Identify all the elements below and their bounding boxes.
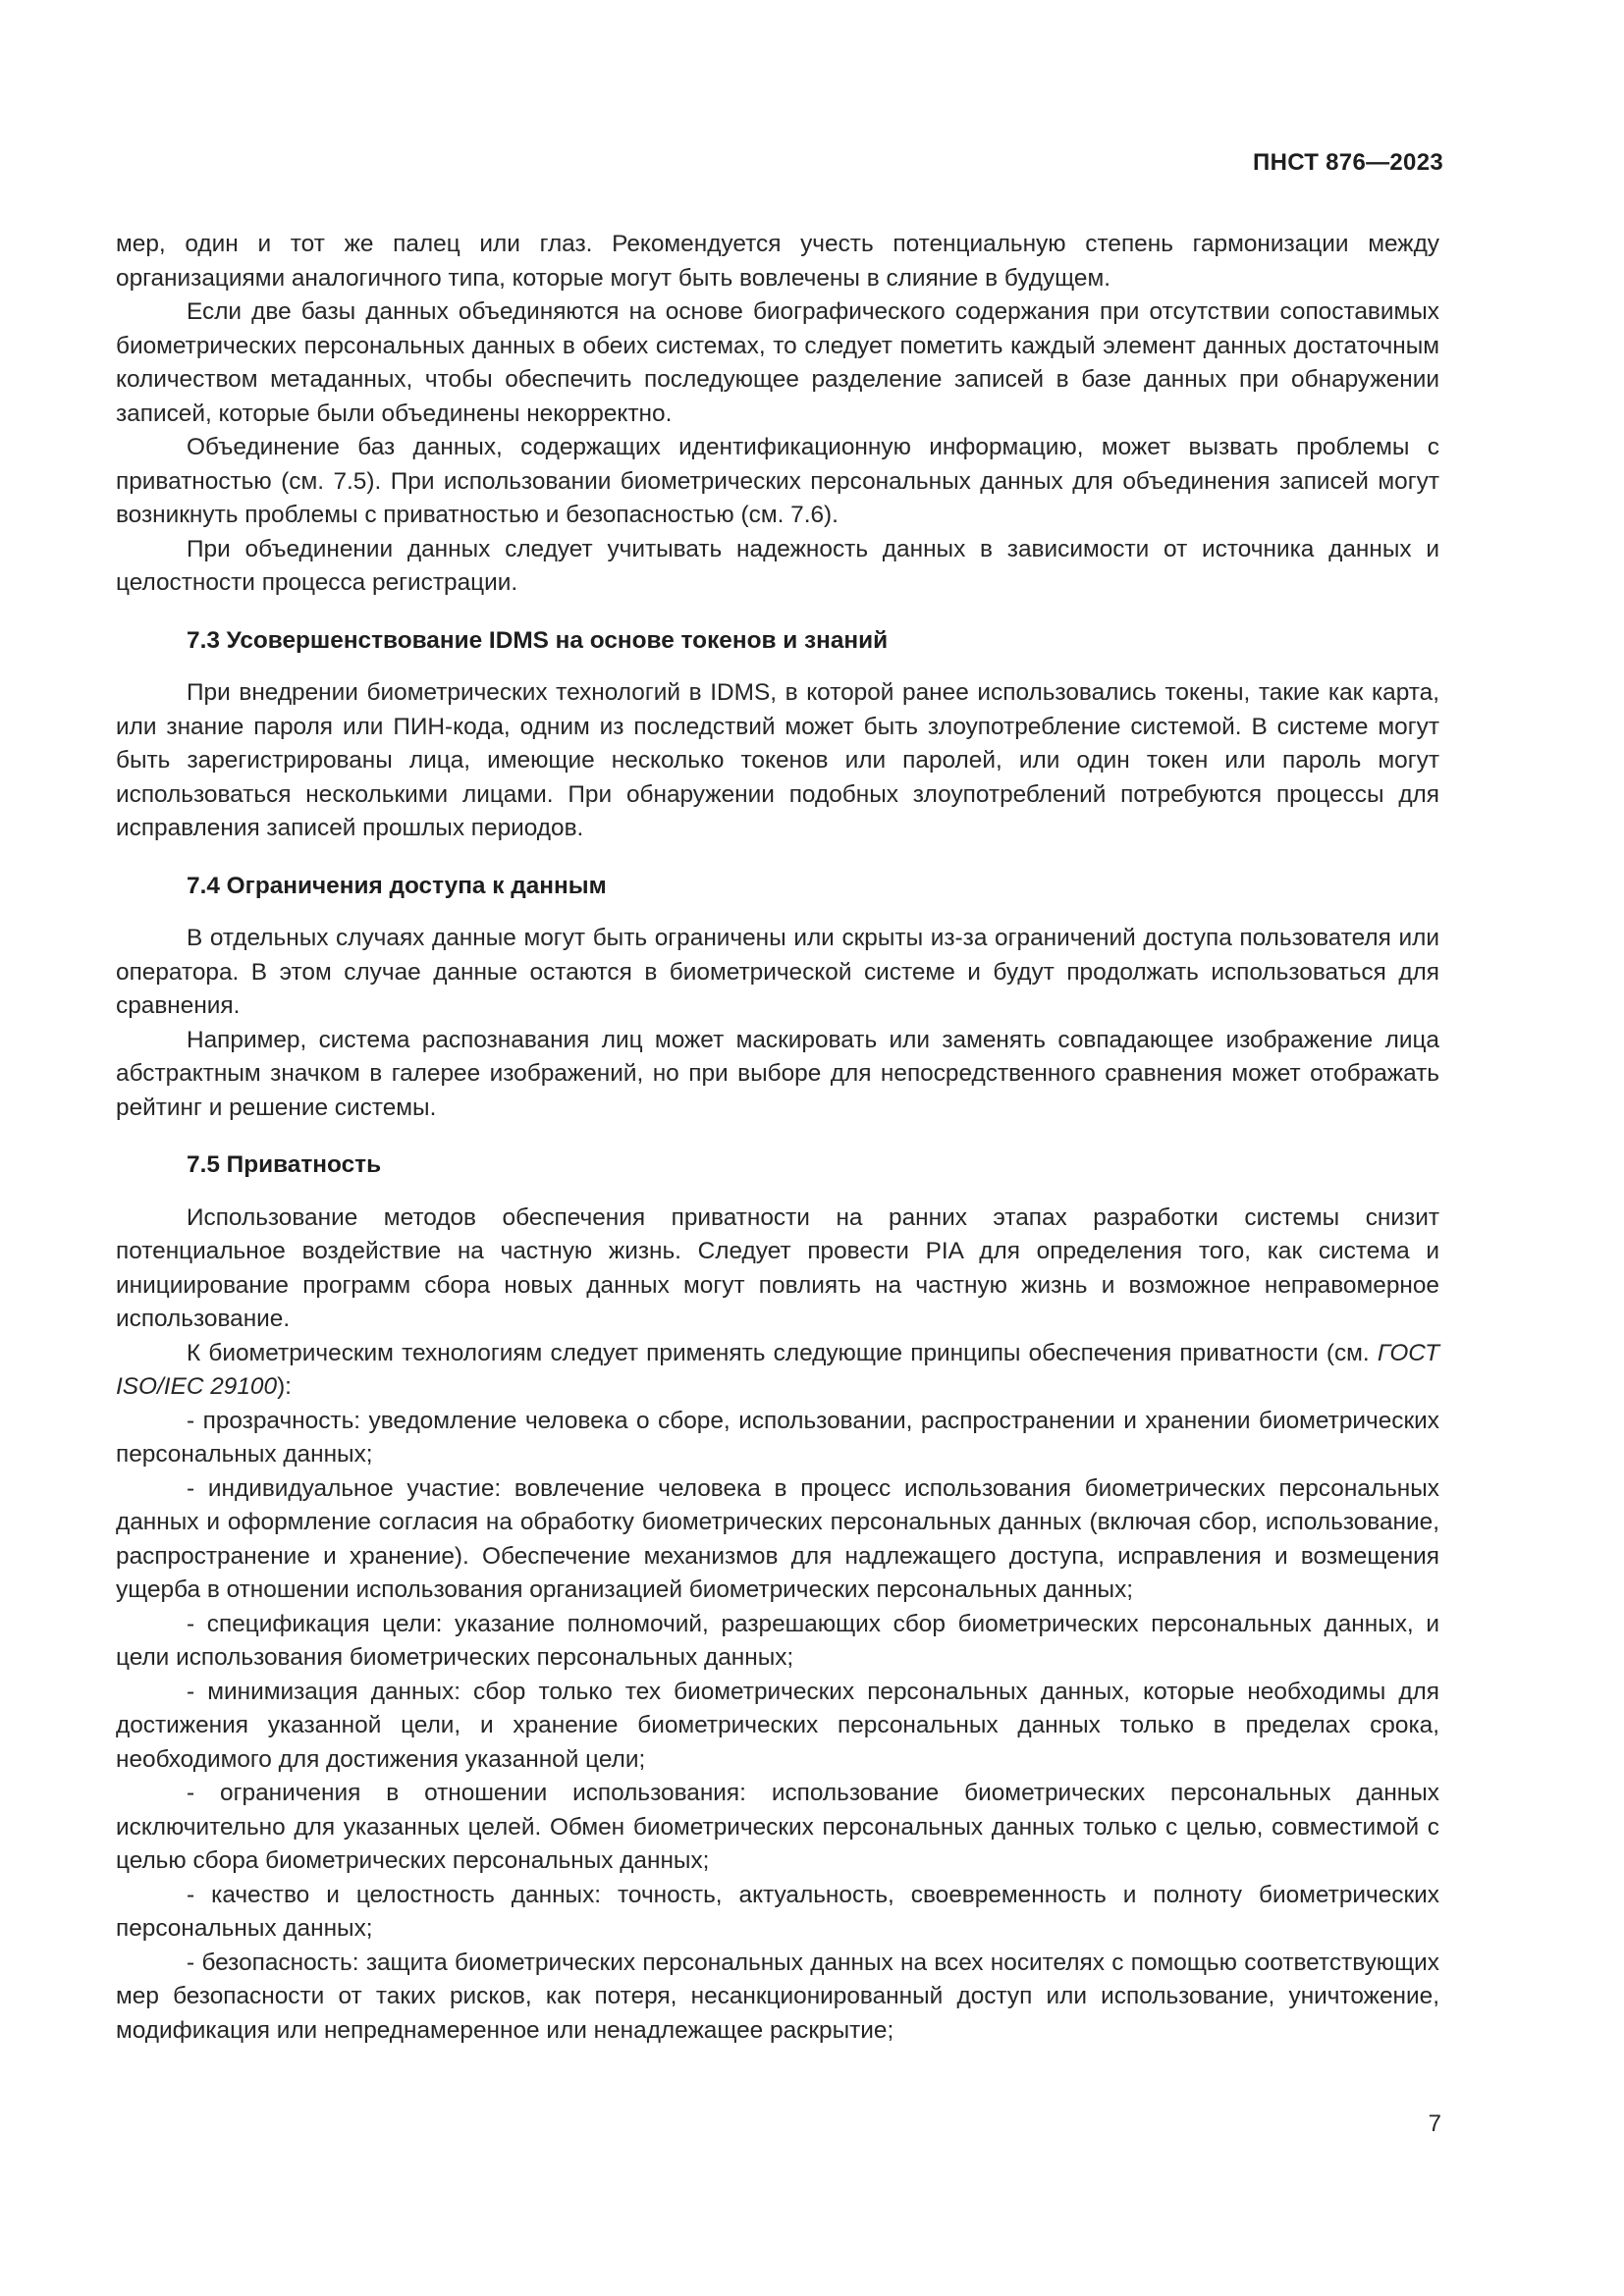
document-body (116, 228, 1439, 2048)
section-heading-7-4: 7.4 Ограничения доступа к данным (187, 872, 607, 899)
list-item-data-quality: - качество и целостность данных: точность, актуальность, своевременность и полноту биометрических персональных данных; (116, 1881, 1439, 1942)
standard-reference: ГОСТ ISO/IEC 29100 (116, 1339, 1439, 1400)
list-item-minimization: - минимизация данных: сбор только тех биометрических персональных данных, которые необходимы для достижения указанной цели, и хранение биометрических персональных данных только в пределах срока, необходимого для достижения указанной цели; (116, 1678, 1439, 1773)
page-number: 7 (1428, 2110, 1441, 2137)
list-item-purpose: - спецификация цели: указание полномочий, разрешающих сбор биометрических персональных данных, и цели использования биометрических персональных данных; (116, 1610, 1439, 1671)
paragraph-merge-biographic: Если две базы данных объединяются на основе биографического содержания при отсутствии сопоставимых биометрических персональных данных в обеих системах, то следует пометить каждый элемент данных достаточным количеством метаданных, чтобы обеспечить последующее разделение записей в базе данных при обнаружении записей, которые были объединены некорректно. (116, 298, 1439, 427)
list-item-use-limitation: - ограничения в отношении использования: использование биометрических персональных данных исключительно для указанных целей. Обмен биометрических персональных данных только с целью, совместимой с целью сбора биометрических персональных данных; (116, 1780, 1439, 1874)
principles-lead-text: К биометрическим технологиям следует применять следующие принципы обеспечения приватности (см. (187, 1339, 1378, 1366)
section-heading-7-5: 7.5 Приватность (187, 1151, 382, 1178)
paragraph-merge-privacy: Объединение баз данных, содержащих идентификационную информацию, может вызвать проблемы с приватностью (см. 7.5). При использовании биометрических персональных данных для объединения записей могут возникнуть проблемы с приватностью и безопасностью (см. 7.6). (116, 434, 1439, 528)
paragraph-7-5-principles (116, 1337, 1439, 1405)
paragraph-7-3: При внедрении биометрических технологий в IDMS, в которой ранее использовались токены, такие как карта, или знание пароля или ПИН-кода, одним из последствий может быть злоупотребление системой. В системе могут быть зарегистрированы лица, имеющие несколько токенов или паролей, или один токен или пароль могут использоваться несколькими лицами. При обнаружении подобных злоупотреблений потребуются процессы для исправления записей прошлых периодов. (116, 679, 1439, 841)
paragraph-7-5-pia: Использование методов обеспечения приватности на ранних этапах разработки системы снизит потенциальное воздействие на частную жизнь. Следует провести PIA для определения того, как система и инициирование программ сбора новых данных могут повлиять на частную жизнь и возможное неправомерное использование. (116, 1203, 1439, 1332)
paragraph-continuation: мер, один и тот же палец или глаз. Рекомендуется учесть потенциальную степень гармонизации между организациями аналогичного типа, которые могут быть вовлечены в слияние в будущем. (116, 231, 1439, 292)
paragraph-7-4-example: Например, система распознавания лиц может маскировать или заменять совпадающее изображение лица абстрактным значком в галерее изображений, но при выборе для непосредственного сравнения может отображать рейтинг и решение системы. (116, 1026, 1439, 1121)
section-heading-7-3: 7.3 Усовершенствование IDMS на основе токенов и знаний (187, 626, 889, 654)
paragraph-7-4-access: В отдельных случаях данные могут быть ограничены или скрыты из-за ограничений доступа пользователя или оператора. В этом случае данные остаются в биометрической системе и будут продолжать использоваться для сравнения. (116, 925, 1439, 1019)
list-item-participation: - индивидуальное участие: вовлечение человека в процесс использования биометрических персональных данных и оформление согласия на обработку биометрических персональных данных (включая сбор, использование, распространение и хранение). Обеспечение механизмов для надлежащего доступа, исправления и возмещения ущерба в отношении использования организацией биометрических персональных данных; (116, 1474, 1439, 1603)
document-header-id: ПНСТ 876—2023 (1253, 149, 1443, 176)
list-item-security: - безопасность: защита биометрических персональных данных на всех носителях с помощью соответствующих мер безопасности от таких рисков, как потеря, несанкционированный доступ или использование, уничтожение, модификация или непреднамеренное или ненадлежащее раскрытие; (116, 1949, 1439, 2044)
paragraph-merge-reliability: При объединении данных следует учитывать надежность данных в зависимости от источника данных и целостности процесса регистрации. (116, 535, 1439, 596)
list-item-transparency: - прозрачность: уведомление человека о сборе, использовании, распространении и хранении биометрических персональных данных; (116, 1407, 1439, 1468)
principles-tail-text: ): (277, 1373, 292, 1400)
